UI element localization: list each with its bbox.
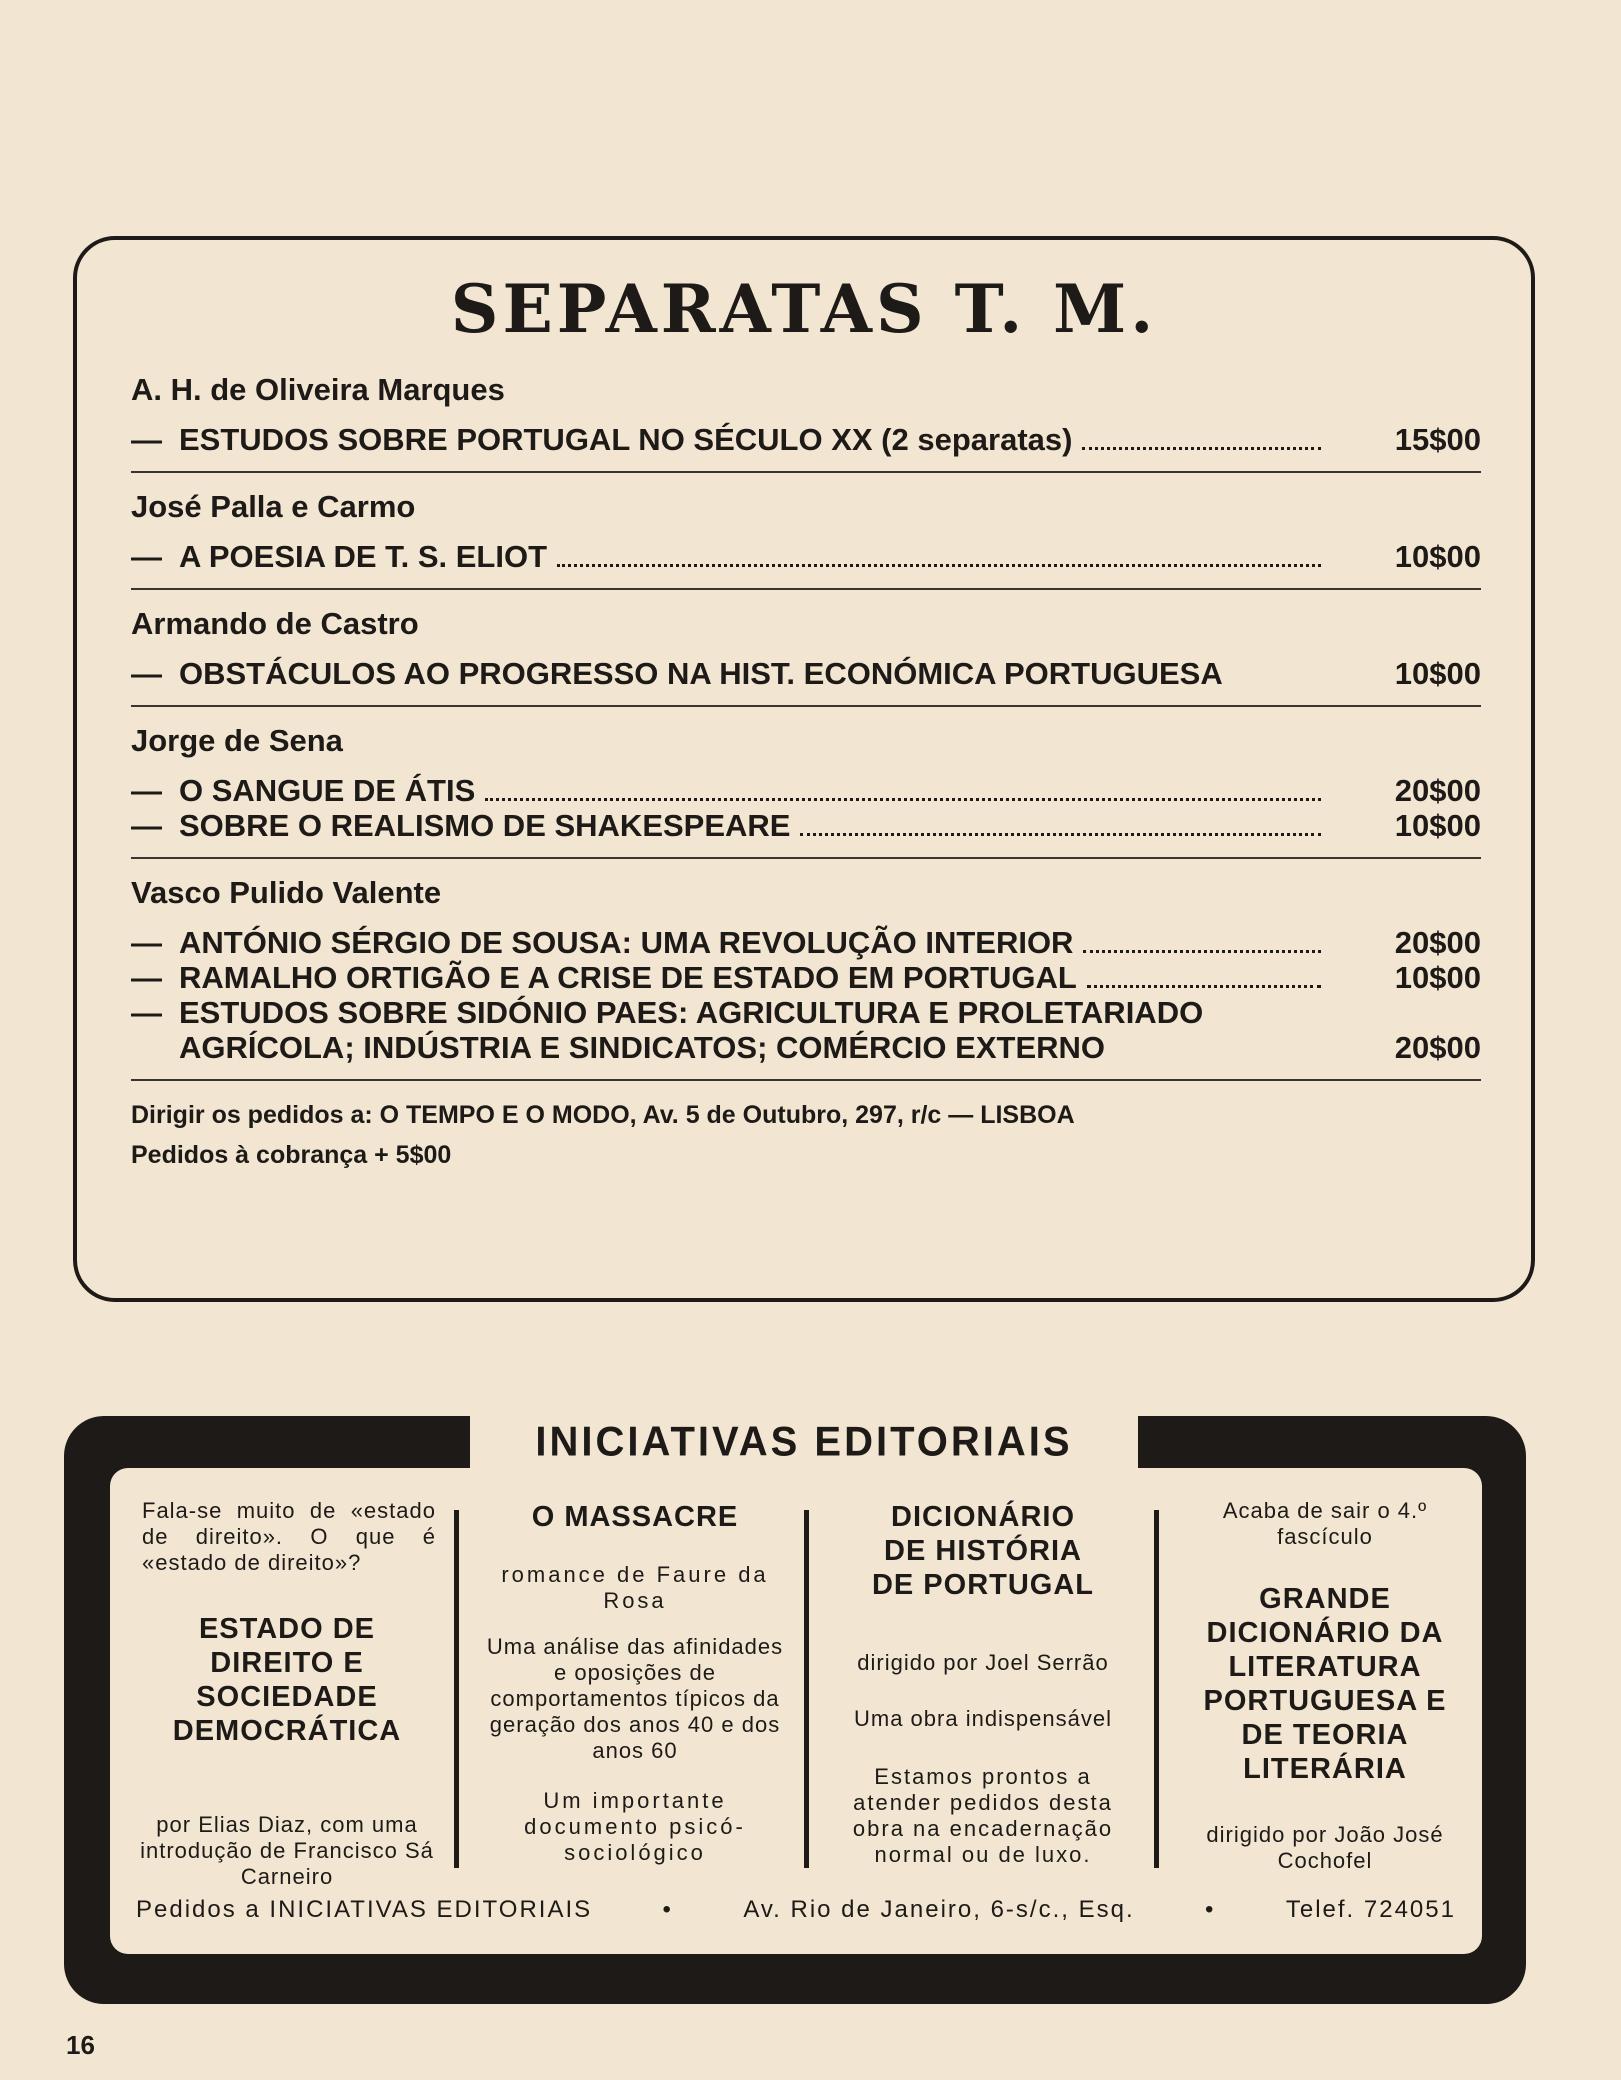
orders-text: Pedidos a INICIATIVAS EDITORIAIS: [136, 1896, 593, 1923]
author-name: A. H. de Oliveira Marques: [131, 372, 505, 407]
page-number: 16: [66, 2030, 95, 2060]
divider: [131, 1079, 1481, 1081]
separatas-box: [73, 236, 1535, 1302]
publication-item: — RAMALHO ORTIGÃO E A CRISE DE ESTADO EM PORTUGAL 10$00: [131, 960, 1481, 995]
publication-title: ESTUDOS SOBRE PORTUGAL NO SÉCULO XX (2 separatas): [179, 422, 1073, 457]
leader-dots: [485, 797, 1321, 801]
tagline: Uma obra indispensável: [853, 1706, 1113, 1731]
publication-price: 10$00: [1394, 960, 1481, 995]
author-name: Vasco Pulido Valente: [131, 875, 442, 910]
order-address: Dirigir os pedidos a: O TEMPO E O MODO, Av. 5 de Outubro, 297, r/c — LISBOA: [131, 1101, 1075, 1129]
book-title: O MASSACRE: [531, 1501, 739, 1533]
orders-footer: [136, 1896, 1456, 1924]
book-title: GRANDE DICIONÁRIO DA LITERATURA PORTUGUESA E DE TEORIA LITERÁRIA: [1203, 1583, 1447, 1785]
publication-price: 15$00: [1394, 422, 1481, 457]
publication-title: O SANGUE DE ÁTIS: [179, 773, 476, 808]
publication-item: — ESTUDOS SOBRE PORTUGAL NO SÉCULO XX (2 separatas) 15$00: [131, 422, 1481, 457]
column-divider: [804, 1510, 809, 1868]
intro-text: Fala-se muito de «estado de direito». O que é «estado de direito»?: [142, 1498, 436, 1575]
author-group: [131, 721, 1481, 843]
author-name: Armando de Castro: [131, 606, 419, 641]
separatas-title: SEPARATAS T. M.: [450, 270, 1158, 348]
book-title: ESTADO DE DIREITO E SOCIEDADE DEMOCRÁTICA: [172, 1613, 402, 1747]
leader-dots: [1083, 949, 1321, 953]
note: Estamos prontos a atender pedidos desta obra na encadernação normal ou de luxo.: [852, 1764, 1114, 1867]
publication-item: [131, 995, 1481, 1065]
author-name: José Palla e Carmo: [131, 489, 416, 524]
divider: [131, 705, 1481, 707]
order-cod: Pedidos à cobrança + 5$00: [131, 1141, 452, 1169]
leader-dots: [557, 563, 1321, 567]
bullet: •: [1205, 1896, 1216, 1923]
publication-title: SOBRE O REALISMO DE SHAKESPEARE: [179, 808, 791, 843]
publication-title: RAMALHO ORTIGÃO E A CRISE DE ESTADO EM PORTUGAL: [179, 960, 1077, 995]
leader-dots: [800, 832, 1321, 836]
leader-dots: [1087, 984, 1321, 988]
phone-text: Telef. 724051: [1285, 1896, 1456, 1923]
intro-text: Acaba de sair o 4.º fascículo: [1222, 1498, 1428, 1549]
publication-title: ANTÓNIO SÉRGIO DE SOUSA: UMA REVOLUÇÃO INTERIOR: [179, 925, 1074, 960]
publication-item: — SOBRE O REALISMO DE SHAKESPEARE 10$00: [131, 808, 1481, 843]
divider: [131, 471, 1481, 473]
publication-price: 20$00: [1394, 925, 1481, 960]
book-title: DICIONÁRIO DE HISTÓRIA DE PORTUGAL: [871, 1501, 1095, 1601]
address-text: Av. Rio de Janeiro, 6-s/c., Esq.: [743, 1896, 1135, 1923]
author-group: [131, 604, 1481, 691]
publication-price: 20$00: [1394, 773, 1481, 808]
publication-item: — OBSTÁCULOS AO PROGRESSO NA HIST. ECONÓMICA PORTUGUESA 10$00: [131, 656, 1481, 691]
subtitle: romance de Faure da Rosa: [501, 1562, 769, 1613]
publication-item: — O SANGUE DE ÁTIS 20$00: [131, 773, 1481, 808]
column-dicionario-historia: [828, 1498, 1138, 1868]
author-group: [131, 487, 1481, 574]
divider: [131, 588, 1481, 590]
publication-price: 10$00: [1394, 539, 1481, 574]
note: Um importante documento psicó-sociológico: [524, 1788, 746, 1865]
separatas-list: [131, 370, 1481, 1175]
bullet: •: [662, 1896, 673, 1923]
column-divider: [1154, 1510, 1159, 1868]
column-grande-dicionario: [1180, 1498, 1470, 1874]
publication-item: — ANTÓNIO SÉRGIO DE SOUSA: UMA REVOLUÇÃO INTERIOR 20$00: [131, 925, 1481, 960]
iniciativas-title: INICIATIVAS EDITORIAIS: [535, 1418, 1073, 1466]
author-name: Jorge de Sena: [131, 723, 343, 758]
iniciativas-panel: [110, 1468, 1482, 1954]
byline: por Elias Diaz, com uma introdução de Francisco Sá Carneiro: [140, 1812, 434, 1889]
publication-title: A POESIA DE T. S. ELIOT: [179, 539, 548, 574]
author-group: [131, 370, 1481, 457]
publication-title: — ESTUDOS SOBRE SIDÓNIO PAES: AGRICULTURA E PROLETARIADO AGRÍCOLA; INDÚSTRIA E SINDICATOS; COMÉRCIO EXTERNO: [131, 995, 1204, 1065]
publication-item: — A POESIA DE T. S. ELIOT 10$00: [131, 539, 1481, 574]
publication-price: 20$00: [1394, 1030, 1481, 1065]
description: Uma análise das afinidades e oposições de comportamentos típicos da geração dos anos 40 e dos anos 60: [486, 1634, 784, 1763]
publication-price: 10$00: [1394, 808, 1481, 843]
publication-title: OBSTÁCULOS AO PROGRESSO NA HIST. ECONÓMICA PORTUGUESA: [179, 656, 1223, 691]
column-o-massacre: [482, 1498, 788, 1866]
iniciativas-box: [64, 1416, 1526, 2004]
byline: dirigido por João José Cochofel: [1206, 1822, 1444, 1873]
column-estado-de-direito: [138, 1498, 436, 1890]
column-divider: [454, 1510, 459, 1868]
publication-price: 10$00: [1394, 656, 1481, 691]
author-group: [131, 873, 1481, 1065]
byline: dirigido por Joel Serrão: [857, 1650, 1109, 1675]
leader-dots: [1082, 446, 1321, 450]
divider: [131, 857, 1481, 859]
